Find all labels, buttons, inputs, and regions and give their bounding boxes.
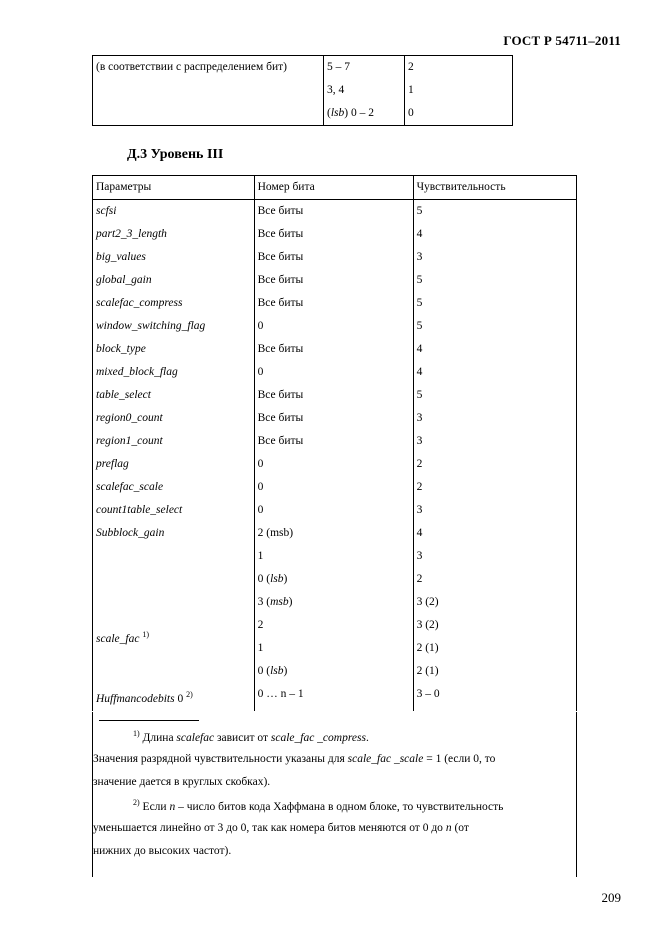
table-cell: 5 [413, 384, 576, 407]
table-cell: 5 [413, 200, 576, 224]
table-row [93, 476, 577, 499]
table-cell: 4 [413, 361, 576, 384]
table-cell: 3 (2) [413, 591, 576, 614]
table-row [93, 361, 577, 384]
table-row [93, 522, 577, 545]
sens-cell: 1 [405, 79, 513, 102]
table-cell: 2 [413, 453, 576, 476]
scale-fac-cell: scale_fac $^{1)}$ [93, 591, 255, 683]
table-cell: scalefac_scale [93, 476, 255, 499]
header-sens: Чувствительность [413, 176, 576, 200]
section-title: Д.3 Уровень III [127, 147, 224, 162]
table-cell: 0 [254, 453, 413, 476]
table-cell: 3 [413, 499, 576, 522]
table-row [93, 591, 577, 614]
table-row [93, 453, 577, 476]
table-cell: scfsi [93, 200, 255, 224]
footnotes [92, 712, 577, 877]
table-cell: 2 (1) [413, 637, 576, 660]
table-cell: 0 [254, 499, 413, 522]
footnote-line: нижних до высоких частот). [93, 845, 232, 857]
table-cell: count1table_select [93, 499, 255, 522]
table-cell [93, 568, 255, 591]
table-cell: Все биты [254, 384, 413, 407]
table-cell: 2 (msb) [254, 522, 413, 545]
table-cell: 3 [413, 246, 576, 269]
table-cell: 3 (2) [413, 614, 576, 637]
table-cell: Все биты [254, 223, 413, 246]
param-cell [93, 102, 324, 126]
sens-cell: 2 [405, 56, 513, 80]
table-cell: 3 [413, 545, 576, 568]
bit-cell: (lsb) 0 – 2 [324, 102, 405, 126]
table-cell: preflag [93, 453, 255, 476]
table-cell: region1_count [93, 430, 255, 453]
table-row [93, 683, 577, 711]
table-cell: Все биты [254, 292, 413, 315]
table-cell: 4 [413, 223, 576, 246]
footnote-line: значение дается в круглых скобках). [93, 776, 271, 788]
table-row [93, 499, 577, 522]
table-row [93, 79, 513, 102]
table-row [93, 200, 577, 224]
table-row [93, 102, 513, 126]
footnote-line: уменьшается линейно от 3 до 0, так как номера битов меняются от 0 до n (от [93, 822, 469, 834]
table-row [93, 338, 577, 361]
table-cell: 1 [254, 637, 413, 660]
bit-cell: 3, 4 [324, 79, 405, 102]
table-cell: 5 [413, 292, 576, 315]
table-cell: big_values [93, 246, 255, 269]
table-cell: window_switching_flag [93, 315, 255, 338]
header-param: Параметры [93, 176, 255, 200]
table-cell: 0 [254, 476, 413, 499]
table-cell: 4 [413, 522, 576, 545]
table-cell: 0 [254, 315, 413, 338]
bit-cell: 5 – 7 [324, 56, 405, 80]
table-cell: table_select [93, 384, 255, 407]
table-cell: 2 [413, 568, 576, 591]
table-cell: Все биты [254, 407, 413, 430]
table-row [93, 430, 577, 453]
table-row [93, 246, 577, 269]
footnote-2: $^{2)}$ Если n – число битов кода Хаффмана в одном блоке, то чувствительность [133, 798, 504, 813]
table-cell: Все биты [254, 430, 413, 453]
table-row [93, 315, 577, 338]
table-cell: 0 … n – 1 [254, 683, 413, 711]
table-cell: 3 [413, 430, 576, 453]
top-table [92, 55, 513, 126]
table-cell: 5 [413, 315, 576, 338]
table-row [93, 384, 577, 407]
standard-header: ГОСТ Р 54711–2011 [503, 33, 621, 48]
table-cell: 3 (msb) [254, 591, 413, 614]
param-cell [93, 79, 324, 102]
table-cell: 0 (lsb) [254, 568, 413, 591]
table-cell: region0_count [93, 407, 255, 430]
table-cell: scalefac_compress [93, 292, 255, 315]
table-cell: Все биты [254, 246, 413, 269]
table-row [93, 568, 577, 591]
table-cell: 1 [254, 545, 413, 568]
table-cell: part2_3_length [93, 223, 255, 246]
footnote-1: $^{1)}$ Длина scalefac зависит от scale_fac _compress. [133, 729, 369, 744]
sensitivity-table [92, 175, 577, 711]
table-row [93, 292, 577, 315]
table-row [93, 223, 577, 246]
table-cell: global_gain [93, 269, 255, 292]
table-row [93, 56, 513, 80]
table-cell: Все биты [254, 200, 413, 224]
table-cell: Все биты [254, 338, 413, 361]
table-cell: 2 [254, 614, 413, 637]
table-cell: 2 [413, 476, 576, 499]
table-cell: Все биты [254, 269, 413, 292]
sens-cell: 0 [405, 102, 513, 126]
table-cell: Subblock_gain [93, 522, 255, 545]
table-row [93, 269, 577, 292]
table-cell: block_type [93, 338, 255, 361]
footnote-rule [99, 720, 199, 721]
table-cell: 2 (1) [413, 660, 576, 683]
table-row [93, 407, 577, 430]
table-cell: mixed_block_flag [93, 361, 255, 384]
table-cell: 0 [254, 361, 413, 384]
param-cell: (в соответствии с распределением бит) [93, 56, 324, 80]
table-cell: 0 (lsb) [254, 660, 413, 683]
huffman-cell: Huffmancodebits 0 $^{2)}$ [93, 683, 255, 711]
table-cell: 5 [413, 269, 576, 292]
table-cell: 3 [413, 407, 576, 430]
table-cell [93, 545, 255, 568]
footnote-line: Значения разрядной чувствительности указаны для scale_fac _scale = 1 (если 0, то [93, 753, 496, 765]
table-cell: 4 [413, 338, 576, 361]
header-bit: Номер бита [254, 176, 413, 200]
page-number: 209 [601, 890, 621, 905]
table-row [93, 545, 577, 568]
table-cell: 3 – 0 [413, 683, 576, 711]
table-header-row [93, 176, 577, 200]
